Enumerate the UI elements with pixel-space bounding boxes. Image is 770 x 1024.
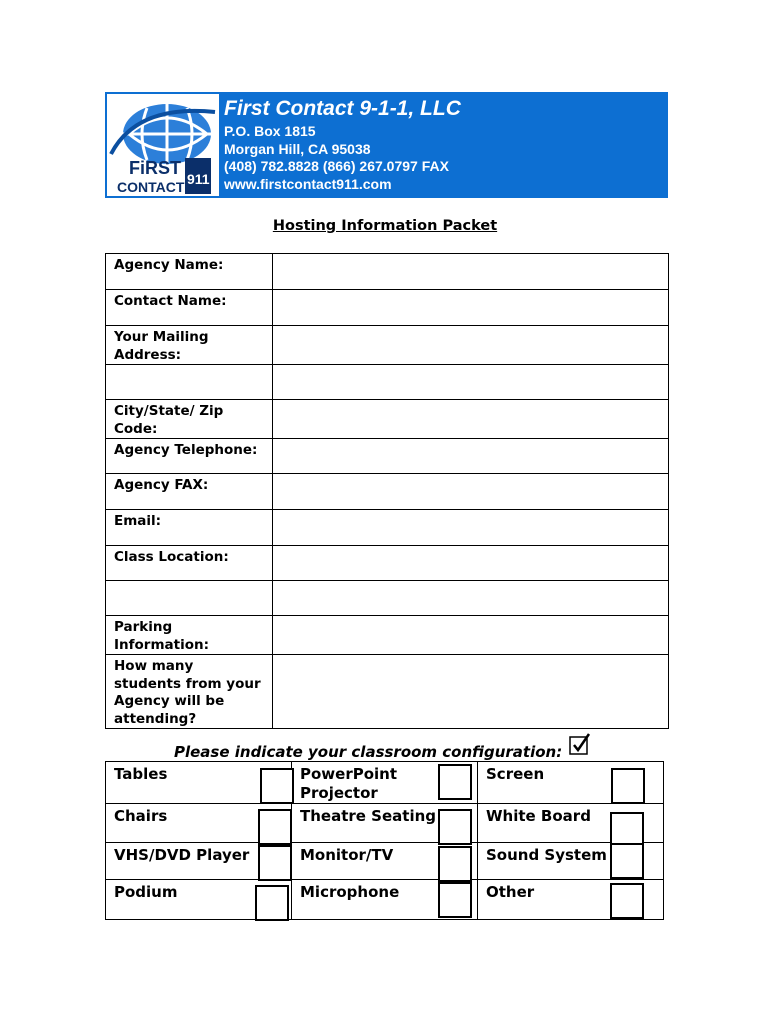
field-label: Class Location: bbox=[114, 549, 229, 565]
field-label: Parking Information: bbox=[114, 619, 209, 653]
agency-name-field[interactable] bbox=[273, 254, 669, 290]
field-label: Contact Name: bbox=[114, 293, 227, 309]
microphone-checkbox[interactable] bbox=[438, 882, 472, 918]
config-item-label: Monitor/TV bbox=[300, 846, 394, 864]
config-item-label: Podium bbox=[114, 883, 178, 901]
field-label: Agency Name: bbox=[114, 257, 224, 273]
table-row bbox=[106, 439, 669, 474]
config-title: Please indicate your classroom configuration: bbox=[174, 743, 563, 761]
sound-system-checkbox[interactable] bbox=[610, 843, 644, 879]
table-row bbox=[106, 843, 664, 880]
podium-checkbox[interactable] bbox=[255, 885, 289, 921]
hosting-info-table bbox=[105, 253, 669, 729]
class-location-line2-field[interactable] bbox=[273, 581, 669, 616]
table-row bbox=[106, 365, 669, 400]
config-item-label: Other bbox=[486, 883, 535, 901]
svg-text:CONTACT: CONTACT bbox=[117, 179, 185, 195]
chairs-checkbox[interactable] bbox=[258, 809, 292, 845]
config-item-label: Screen bbox=[486, 765, 545, 783]
table-row bbox=[106, 474, 669, 510]
mailing-address-line2-field[interactable] bbox=[273, 365, 669, 400]
field-label: Email: bbox=[114, 513, 162, 529]
config-item-label: VHS/DVD Player bbox=[114, 846, 250, 864]
monitor-tv-checkbox[interactable] bbox=[438, 846, 472, 882]
svg-text:FiRST: FiRST bbox=[129, 158, 181, 178]
powerpoint-projector-checkbox[interactable] bbox=[438, 764, 472, 800]
config-item-label: White Board bbox=[486, 807, 591, 825]
table-row bbox=[106, 400, 669, 439]
table-row bbox=[106, 254, 669, 290]
table-row bbox=[106, 510, 669, 546]
website-line: www.firstcontact911.com bbox=[224, 176, 392, 192]
field-label: Agency Telephone: bbox=[114, 442, 258, 458]
config-item-label: Theatre Seating bbox=[300, 807, 436, 825]
table-row bbox=[106, 616, 669, 655]
agency-telephone-field[interactable] bbox=[273, 439, 669, 474]
theatre-seating-checkbox[interactable] bbox=[438, 809, 472, 845]
other-checkbox[interactable] bbox=[610, 883, 644, 919]
field-label bbox=[106, 581, 272, 584]
tables-checkbox[interactable] bbox=[260, 768, 294, 804]
config-item-label: Chairs bbox=[114, 807, 168, 825]
table-row bbox=[106, 804, 664, 843]
screen-checkbox[interactable] bbox=[611, 768, 645, 804]
table-row bbox=[106, 326, 669, 365]
company-name: First Contact 9-1-1, LLC bbox=[224, 97, 461, 120]
address-line: Morgan Hill, CA 95038 bbox=[224, 141, 371, 157]
student-count-field[interactable] bbox=[273, 655, 669, 729]
field-label bbox=[106, 365, 272, 368]
phone-line: (408) 782.8828 (866) 267.0797 FAX bbox=[224, 158, 449, 174]
table-row bbox=[106, 762, 664, 804]
address-line: P.O. Box 1815 bbox=[224, 123, 316, 139]
table-row bbox=[106, 546, 669, 581]
config-item-label: Tables bbox=[114, 765, 168, 783]
field-label: City/State/ Zip Code: bbox=[114, 403, 224, 437]
field-label: How many students from your Agency will be attending? bbox=[114, 658, 261, 727]
parking-information-field[interactable] bbox=[273, 616, 669, 655]
page-title: Hosting Information Packet bbox=[272, 218, 498, 234]
classroom-config-table bbox=[105, 761, 664, 920]
email-field[interactable] bbox=[273, 510, 669, 546]
table-row bbox=[106, 880, 664, 920]
mailing-address-field[interactable] bbox=[273, 326, 669, 365]
company-logo bbox=[107, 94, 219, 196]
table-row bbox=[106, 655, 669, 729]
config-item-label: PowerPoint Projector bbox=[300, 765, 398, 802]
field-label: Your Mailing Address: bbox=[114, 329, 209, 363]
config-item-label: Sound System bbox=[486, 846, 607, 864]
checkbox-checked-icon bbox=[568, 732, 592, 756]
table-row bbox=[106, 581, 669, 616]
vhs-dvd-player-checkbox[interactable] bbox=[258, 845, 292, 881]
contact-name-field[interactable] bbox=[273, 290, 669, 326]
class-location-field[interactable] bbox=[273, 546, 669, 581]
city-state-zip-field[interactable] bbox=[273, 400, 669, 439]
table-row bbox=[106, 290, 669, 326]
agency-fax-field[interactable] bbox=[273, 474, 669, 510]
field-label: Agency FAX: bbox=[114, 477, 209, 493]
config-item-label: Microphone bbox=[300, 883, 400, 901]
svg-text:911: 911 bbox=[187, 171, 210, 187]
